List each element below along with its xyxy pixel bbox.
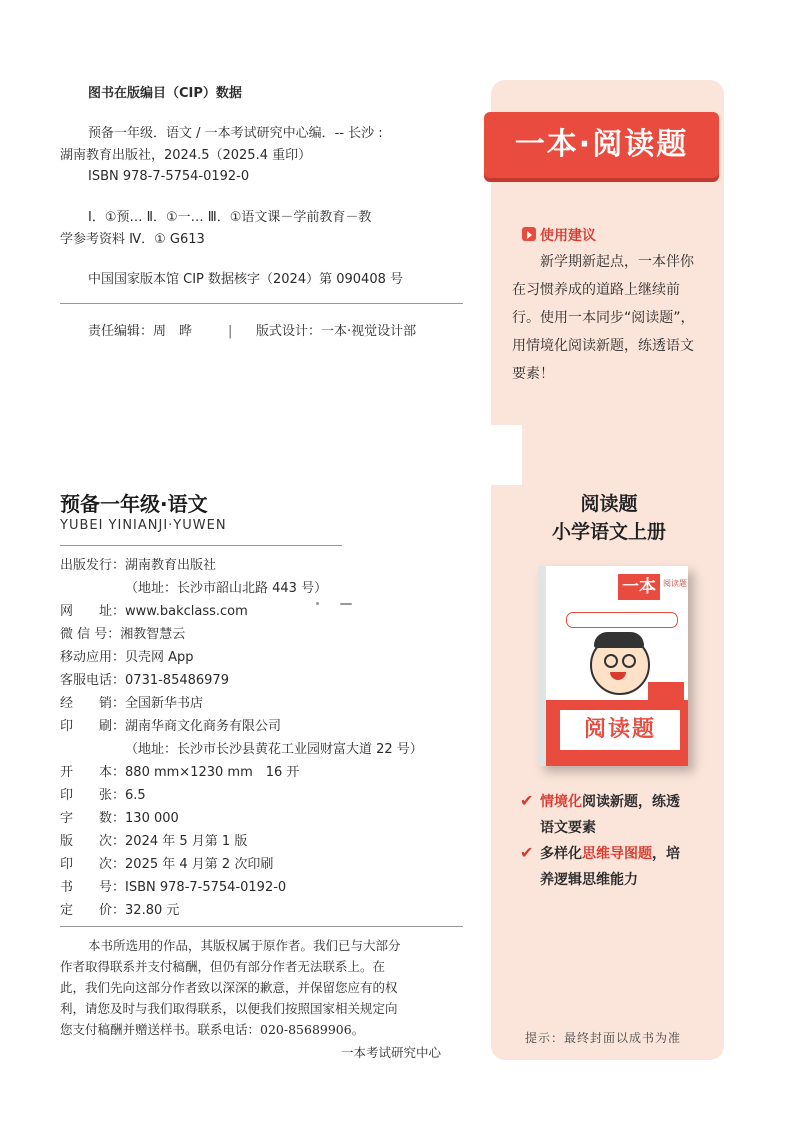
cover-character-hair	[594, 632, 644, 648]
info-row-app: 移动应用：贝壳网 App	[60, 650, 194, 665]
feature-2-cont: 养逻辑思维能力	[540, 872, 638, 888]
cover-disclaimer: 提示：最终封面以成书为准	[525, 1031, 682, 1045]
divider-top	[60, 303, 463, 304]
feature-2: 多样化思维导图题，培	[540, 846, 680, 862]
cover-tag: 阅读题	[663, 579, 687, 588]
product-title	[500, 490, 718, 546]
info-row-distributor: 经 销：全国新华书店	[60, 696, 204, 711]
info-row-website: 网 址：www.bakclass.com	[60, 604, 248, 619]
credit-separator: |	[228, 324, 233, 339]
cip-line-6: 中国国家版本馆 CIP 数据核字（2024）第 090408 号	[88, 272, 403, 287]
info-row-format: 开 本：880 mm×1230 mm 16 开	[60, 765, 300, 780]
cip-line-1: 预备一年级．语文 / 一本考试研究中心编．-- 长沙 :	[88, 126, 383, 141]
info-row-printer: 印 刷：湖南华商文化商务有限公司	[60, 719, 282, 734]
cover-title: 阅读题	[560, 710, 680, 750]
info-row-publisher-address: （地址：长沙市韶山北路 443 号）	[125, 581, 328, 596]
info-row-printing: 印 次：2025 年 4 月第 2 次印刷	[60, 857, 274, 872]
book-pinyin: YUBEI YINIANJI·YUWEN	[60, 518, 227, 533]
cip-line-3: ISBN 978-7-5754-0192-0	[88, 169, 250, 184]
copyright-line-4: 利，请您及时与我们取得联系，以便我们按照国家相关规定向	[60, 1001, 398, 1016]
play-arrow-icon	[522, 227, 536, 241]
usage-tip-label: 使用建议	[540, 228, 596, 244]
panel-notch	[480, 425, 522, 485]
scan-mark	[340, 603, 352, 605]
design-credit: 版式设计：一本·视觉设计部	[256, 324, 417, 339]
copyright-line-1: 本书所选用的作品，其版权属于原作者。我们已与大部分	[88, 938, 401, 953]
info-row-edition: 版 次：2024 年 5 月第 1 版	[60, 834, 248, 849]
copyright-line-3: 此，我们先向这部分作者致以深深的歉意，并保留您应有的权	[60, 980, 398, 995]
cip-line-4: Ⅰ．①预… Ⅱ．①一… Ⅲ．①语文课－学前教育－教	[88, 210, 372, 225]
editor-credit: 责任编辑：周 晔	[88, 324, 193, 339]
divider-title	[60, 545, 342, 546]
info-row-wechat: 微 信 号：湘教智慧云	[60, 627, 186, 642]
cover-grade-badge	[648, 682, 684, 704]
info-row-printer-address: （地址：长沙市长沙县黄花工业园财富大道 22 号）	[125, 742, 423, 757]
cover-ribbon	[566, 612, 678, 628]
product-title-line-2: 小学语文上册	[551, 521, 666, 543]
copyright-line-2: 作者取得联系并支付稿酬，但仍有部分作者无法联系上。在	[60, 959, 386, 974]
copyright-signature: 一本考试研究中心	[341, 1045, 442, 1060]
cover-logo: 一本	[618, 574, 660, 600]
feature-1: 情境化阅读新题，练透	[540, 794, 680, 810]
cip-line-5: 学参考资料 Ⅳ．① G613	[60, 232, 205, 247]
check-icon: ✔	[520, 791, 534, 810]
info-row-words: 字 数：130 000	[60, 811, 179, 826]
scan-mark	[316, 602, 319, 605]
book-cover-spine	[538, 566, 546, 766]
product-title-line-1: 阅读题	[580, 493, 638, 515]
info-row-price: 定 价：32.80 元	[60, 903, 180, 918]
info-row-isbn: 书 号：ISBN 978-7-5754-0192-0	[60, 880, 287, 895]
info-row-publisher: 出版发行：湖南教育出版社	[60, 558, 217, 573]
cover-character-glasses-left	[604, 654, 618, 668]
info-row-phone: 客服电话：0731-85486979	[60, 673, 229, 688]
check-icon: ✔	[520, 843, 534, 862]
divider-bottom	[60, 926, 463, 927]
book-title: 预备一年级·语文	[60, 492, 208, 516]
copyright-line-5: 您支付稿酬并赠送样书。联系电话：020-85689906。	[60, 1022, 365, 1037]
cip-heading: 图书在版编目（CIP）数据	[88, 86, 242, 101]
cip-line-2: 湖南教育出版社，2024.5（2025.4 重印）	[60, 148, 312, 163]
info-row-sheets: 印 张：6.5	[60, 788, 146, 803]
cover-character-glasses-right	[622, 654, 636, 668]
usage-advice: 新学期新起点，一本伴你在习惯养成的道路上继续前行。使用一本同步“阅读题”，用情境化阅读新题，练透语文要素！	[512, 254, 695, 382]
feature-1-cont: 语文要素	[540, 820, 596, 836]
promo-banner-title: 一本·阅读题	[514, 127, 689, 162]
